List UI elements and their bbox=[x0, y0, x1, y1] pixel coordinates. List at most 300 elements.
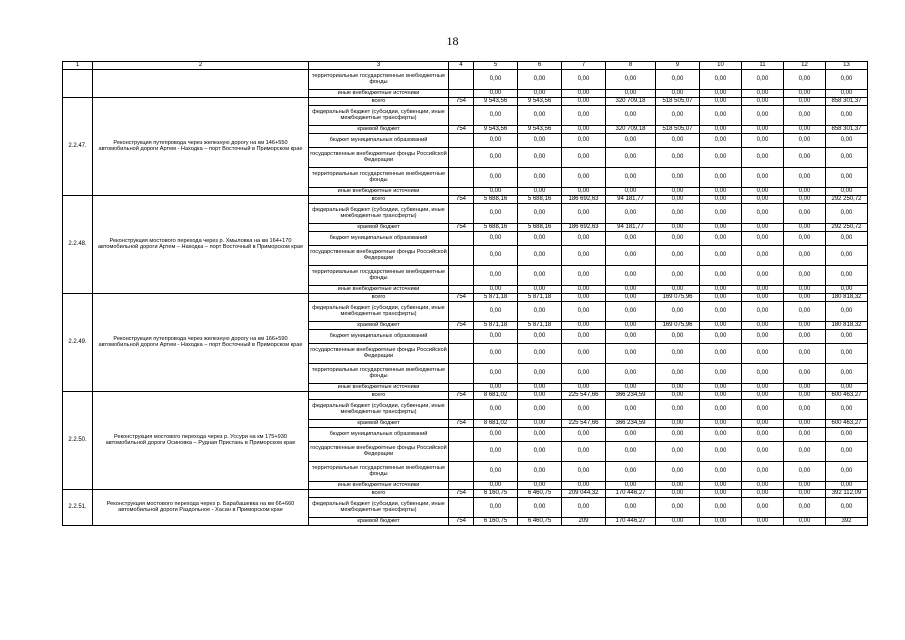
amount-cell: 0,00 bbox=[784, 343, 826, 363]
amount-cell: 0,00 bbox=[474, 497, 518, 517]
amount-cell: 366 234,59 bbox=[606, 391, 656, 399]
amount-cell: 0,00 bbox=[700, 133, 742, 147]
amount-cell: 0,00 bbox=[656, 391, 700, 399]
column-number: 12 bbox=[784, 62, 826, 70]
amount-cell: 0,00 bbox=[656, 105, 700, 125]
amount-cell: 0,00 bbox=[474, 89, 518, 97]
amount-cell: 0,00 bbox=[606, 293, 656, 301]
amount-cell: 0,00 bbox=[656, 481, 700, 489]
amount-cell: 0,00 bbox=[742, 321, 784, 329]
amount-cell: 0,00 bbox=[656, 195, 700, 203]
amount-cell: 292 250,72 bbox=[826, 195, 868, 203]
amount-cell: 209 044,32 bbox=[562, 489, 606, 497]
amount-cell: 0,00 bbox=[784, 147, 826, 167]
amount-cell: 0,00 bbox=[474, 265, 518, 285]
amount-cell: 0,00 bbox=[742, 223, 784, 231]
amount-cell: 0,00 bbox=[742, 497, 784, 517]
amount-cell: 0,00 bbox=[474, 245, 518, 265]
amount-cell: 0,00 bbox=[474, 187, 518, 195]
amount-cell: 0,00 bbox=[562, 343, 606, 363]
funding-source: государственные внебюджетные фонды Российской Федерации bbox=[309, 343, 449, 363]
amount-cell: 0,00 bbox=[562, 399, 606, 419]
funding-source: всего bbox=[309, 293, 449, 301]
funding-source: иные внебюджетные источники bbox=[309, 89, 449, 97]
amount-cell: 0,00 bbox=[474, 343, 518, 363]
amount-cell: 0,00 bbox=[784, 321, 826, 329]
amount-cell: 0,00 bbox=[700, 481, 742, 489]
amount-cell: 0,00 bbox=[826, 265, 868, 285]
amount-cell: 5 688,16 bbox=[518, 195, 562, 203]
amount-cell: 0,00 bbox=[826, 89, 868, 97]
kbk-code bbox=[449, 285, 474, 293]
kbk-code bbox=[449, 343, 474, 363]
amount-cell: 0,00 bbox=[562, 231, 606, 245]
amount-cell: 0,00 bbox=[826, 245, 868, 265]
amount-cell: 858 301,37 bbox=[826, 125, 868, 133]
amount-cell: 9 543,56 bbox=[518, 125, 562, 133]
amount-cell: 0,00 bbox=[700, 461, 742, 481]
amount-cell: 0,00 bbox=[606, 69, 656, 89]
column-number: 4 bbox=[449, 62, 474, 70]
item-name: Реконструкция мостового перехода через р. Хмыловка на км 164+170 автомобильной дороги Артем – Находка – порт Восточный в Приморском крае bbox=[93, 195, 309, 293]
amount-cell: 0,00 bbox=[606, 441, 656, 461]
amount-cell: 0,00 bbox=[784, 231, 826, 245]
amount-cell: 0,00 bbox=[656, 133, 700, 147]
amount-cell: 0,00 bbox=[700, 489, 742, 497]
column-number: 3 bbox=[309, 62, 449, 70]
amount-cell: 0,00 bbox=[742, 329, 784, 343]
funding-source: федеральный бюджет (субсидии, субвенции, иные межбюджетные трансферты) bbox=[309, 399, 449, 419]
kbk-code bbox=[449, 383, 474, 391]
amount-cell: 0,00 bbox=[518, 231, 562, 245]
amount-cell: 0,00 bbox=[518, 89, 562, 97]
amount-cell: 0,00 bbox=[826, 399, 868, 419]
amount-cell: 0,00 bbox=[700, 203, 742, 223]
amount-cell: 0,00 bbox=[784, 419, 826, 427]
item-name: Реконструкция мостового перехода через р. Барабашевка на км 66+660 автомобильной дороги Раздольное - Хасан в Приморском крае bbox=[93, 489, 309, 525]
amount-cell: 0,00 bbox=[784, 223, 826, 231]
amount-cell: 0,00 bbox=[656, 427, 700, 441]
kbk-code bbox=[449, 399, 474, 419]
amount-cell: 0,00 bbox=[656, 89, 700, 97]
amount-cell: 0,00 bbox=[826, 383, 868, 391]
amount-cell: 0,00 bbox=[606, 363, 656, 383]
amount-cell: 0,00 bbox=[700, 167, 742, 187]
amount-cell: 8 681,02 bbox=[474, 391, 518, 399]
kbk-code bbox=[449, 329, 474, 343]
amount-cell: 0,00 bbox=[826, 301, 868, 321]
amount-cell: 0,00 bbox=[518, 105, 562, 125]
amount-cell: 0,00 bbox=[742, 195, 784, 203]
amount-cell: 0,00 bbox=[656, 363, 700, 383]
funding-source: краевой бюджет bbox=[309, 223, 449, 231]
amount-cell: 0,00 bbox=[742, 391, 784, 399]
amount-cell: 0,00 bbox=[562, 285, 606, 293]
amount-cell: 0,00 bbox=[700, 321, 742, 329]
amount-cell: 0,00 bbox=[742, 441, 784, 461]
amount-cell: 0,00 bbox=[700, 245, 742, 265]
amount-cell: 0,00 bbox=[518, 203, 562, 223]
amount-cell: 0,00 bbox=[518, 383, 562, 391]
amount-cell: 0,00 bbox=[826, 69, 868, 89]
amount-cell: 0,00 bbox=[562, 89, 606, 97]
amount-cell: 0,00 bbox=[742, 231, 784, 245]
amount-cell: 0,00 bbox=[784, 497, 826, 517]
amount-cell: 0,00 bbox=[700, 329, 742, 343]
amount-cell: 0,00 bbox=[742, 399, 784, 419]
kbk-code: 754 bbox=[449, 391, 474, 399]
amount-cell: 0,00 bbox=[826, 329, 868, 343]
amount-cell: 0,00 bbox=[562, 363, 606, 383]
amount-cell: 5 688,16 bbox=[474, 195, 518, 203]
amount-cell: 0,00 bbox=[562, 265, 606, 285]
amount-cell: 0,00 bbox=[784, 489, 826, 497]
amount-cell: 0,00 bbox=[606, 399, 656, 419]
amount-cell: 5 871,18 bbox=[474, 321, 518, 329]
amount-cell: 9 543,56 bbox=[518, 97, 562, 105]
kbk-code bbox=[449, 105, 474, 125]
amount-cell: 8 681,02 bbox=[474, 419, 518, 427]
amount-cell: 0,00 bbox=[518, 301, 562, 321]
amount-cell: 0,00 bbox=[562, 125, 606, 133]
amount-cell: 0,00 bbox=[742, 343, 784, 363]
amount-cell: 0,00 bbox=[656, 203, 700, 223]
item-name bbox=[93, 69, 309, 97]
amount-cell: 0,00 bbox=[742, 383, 784, 391]
amount-cell: 0,00 bbox=[784, 265, 826, 285]
amount-cell: 0,00 bbox=[742, 133, 784, 147]
amount-cell: 0,00 bbox=[606, 231, 656, 245]
amount-cell: 0,00 bbox=[784, 517, 826, 525]
funding-source: краевой бюджет bbox=[309, 419, 449, 427]
amount-cell: 0,00 bbox=[826, 441, 868, 461]
amount-cell: 0,00 bbox=[518, 419, 562, 427]
amount-cell: 0,00 bbox=[518, 481, 562, 489]
amount-cell: 0,00 bbox=[700, 497, 742, 517]
amount-cell: 0,00 bbox=[826, 167, 868, 187]
amount-cell: 0,00 bbox=[656, 419, 700, 427]
amount-cell: 0,00 bbox=[474, 363, 518, 383]
kbk-code bbox=[449, 363, 474, 383]
amount-cell: 0,00 bbox=[474, 203, 518, 223]
item-name: Реконструкция путепровода через железную дорогу на км 146+550 автомобильной дороги Артем - Находка – порт Восточный в Приморском крае bbox=[93, 97, 309, 195]
column-number: 5 bbox=[474, 62, 518, 70]
table-body bbox=[63, 69, 868, 525]
column-number: 10 bbox=[700, 62, 742, 70]
amount-cell: 0,00 bbox=[656, 399, 700, 419]
amount-cell: 0,00 bbox=[700, 223, 742, 231]
amount-cell: 0,00 bbox=[474, 301, 518, 321]
kbk-code bbox=[449, 481, 474, 489]
funding-source: краевой бюджет bbox=[309, 125, 449, 133]
kbk-code bbox=[449, 497, 474, 517]
amount-cell: 0,00 bbox=[474, 69, 518, 89]
amount-cell: 0,00 bbox=[826, 147, 868, 167]
amount-cell: 0,00 bbox=[562, 293, 606, 301]
amount-cell: 0,00 bbox=[656, 489, 700, 497]
amount-cell: 0,00 bbox=[518, 399, 562, 419]
amount-cell: 5 688,16 bbox=[474, 223, 518, 231]
amount-cell: 0,00 bbox=[656, 329, 700, 343]
page-number: 18 bbox=[446, 34, 459, 48]
kbk-code: 754 bbox=[449, 125, 474, 133]
amount-cell: 518 505,07 bbox=[656, 125, 700, 133]
amount-cell: 0,00 bbox=[562, 105, 606, 125]
amount-cell: 0,00 bbox=[656, 461, 700, 481]
amount-cell: 0,00 bbox=[826, 187, 868, 195]
amount-cell: 0,00 bbox=[518, 441, 562, 461]
amount-cell: 0,00 bbox=[562, 167, 606, 187]
amount-cell: 0,00 bbox=[518, 285, 562, 293]
kbk-code bbox=[449, 133, 474, 147]
funding-source: краевой бюджет bbox=[309, 517, 449, 525]
amount-cell: 0,00 bbox=[784, 481, 826, 489]
item-code: 2.2.47. bbox=[63, 97, 93, 195]
table-row bbox=[63, 195, 868, 203]
amount-cell: 0,00 bbox=[784, 245, 826, 265]
amount-cell: 180 818,32 bbox=[826, 321, 868, 329]
amount-cell: 0,00 bbox=[784, 125, 826, 133]
amount-cell: 0,00 bbox=[656, 343, 700, 363]
item-name: Реконструкция путепровода через железную дорогу на км 166+590 автомобильной дороги Артем - Находка – порт Восточный в Приморском крае bbox=[93, 293, 309, 391]
kbk-code bbox=[449, 265, 474, 285]
amount-cell: 0,00 bbox=[742, 461, 784, 481]
amount-cell: 0,00 bbox=[826, 497, 868, 517]
amount-cell: 0,00 bbox=[518, 363, 562, 383]
amount-cell: 0,00 bbox=[784, 383, 826, 391]
amount-cell: 0,00 bbox=[700, 147, 742, 167]
funding-source: всего bbox=[309, 97, 449, 105]
amount-cell: 0,00 bbox=[784, 187, 826, 195]
table-row bbox=[63, 293, 868, 301]
column-number: 8 bbox=[606, 62, 656, 70]
item-code: 2.2.50. bbox=[63, 391, 93, 489]
table-row bbox=[63, 69, 868, 89]
amount-cell: 0,00 bbox=[700, 231, 742, 245]
kbk-code bbox=[449, 231, 474, 245]
amount-cell: 0,00 bbox=[742, 203, 784, 223]
amount-cell: 0,00 bbox=[700, 97, 742, 105]
kbk-code bbox=[449, 167, 474, 187]
amount-cell: 0,00 bbox=[656, 187, 700, 195]
column-number: 13 bbox=[826, 62, 868, 70]
amount-cell: 0,00 bbox=[742, 245, 784, 265]
amount-cell: 0,00 bbox=[606, 497, 656, 517]
table-row bbox=[63, 391, 868, 399]
amount-cell: 225 547,66 bbox=[562, 419, 606, 427]
amount-cell: 0,00 bbox=[474, 133, 518, 147]
item-code: 2.2.48. bbox=[63, 195, 93, 293]
amount-cell: 0,00 bbox=[742, 481, 784, 489]
funding-source: иные внебюджетные источники bbox=[309, 481, 449, 489]
amount-cell: 0,00 bbox=[742, 517, 784, 525]
amount-cell: 0,00 bbox=[742, 265, 784, 285]
amount-cell: 0,00 bbox=[784, 329, 826, 343]
amount-cell: 0,00 bbox=[562, 245, 606, 265]
amount-cell: 0,00 bbox=[742, 97, 784, 105]
amount-cell: 0,00 bbox=[826, 203, 868, 223]
amount-cell: 0,00 bbox=[742, 105, 784, 125]
kbk-code: 754 bbox=[449, 97, 474, 105]
amount-cell: 0,00 bbox=[656, 223, 700, 231]
kbk-code bbox=[449, 147, 474, 167]
amount-cell: 0,00 bbox=[606, 481, 656, 489]
amount-cell: 0,00 bbox=[474, 231, 518, 245]
amount-cell: 0,00 bbox=[606, 167, 656, 187]
amount-cell: 5 871,18 bbox=[518, 293, 562, 301]
funding-source: всего bbox=[309, 391, 449, 399]
amount-cell: 0,00 bbox=[742, 167, 784, 187]
amount-cell: 0,00 bbox=[606, 301, 656, 321]
amount-cell: 600 463,27 bbox=[826, 419, 868, 427]
table-row bbox=[63, 489, 868, 497]
amount-cell: 0,00 bbox=[784, 89, 826, 97]
amount-cell: 0,00 bbox=[784, 363, 826, 383]
funding-source: государственные внебюджетные фонды Российской Федерации bbox=[309, 441, 449, 461]
amount-cell: 0,00 bbox=[474, 105, 518, 125]
amount-cell: 0,00 bbox=[784, 399, 826, 419]
amount-cell: 0,00 bbox=[742, 69, 784, 89]
funding-source: иные внебюджетные источники bbox=[309, 187, 449, 195]
amount-cell: 0,00 bbox=[784, 301, 826, 321]
amount-cell: 0,00 bbox=[784, 105, 826, 125]
funding-source: территориальные государственные внебюджетные фонды bbox=[309, 461, 449, 481]
amount-cell: 0,00 bbox=[700, 383, 742, 391]
amount-cell: 0,00 bbox=[784, 285, 826, 293]
amount-cell: 320 709,18 bbox=[606, 125, 656, 133]
amount-cell: 0,00 bbox=[656, 285, 700, 293]
amount-cell: 0,00 bbox=[742, 489, 784, 497]
funding-source: бюджет муниципальных образований bbox=[309, 427, 449, 441]
amount-cell: 0,00 bbox=[826, 461, 868, 481]
funding-source: краевой бюджет bbox=[309, 321, 449, 329]
amount-cell: 0,00 bbox=[700, 265, 742, 285]
amount-cell: 0,00 bbox=[826, 363, 868, 383]
amount-cell: 0,00 bbox=[700, 399, 742, 419]
amount-cell: 5 871,18 bbox=[518, 321, 562, 329]
kbk-code bbox=[449, 89, 474, 97]
amount-cell: 0,00 bbox=[474, 329, 518, 343]
amount-cell: 292 250,72 bbox=[826, 223, 868, 231]
amount-cell: 0,00 bbox=[656, 441, 700, 461]
amount-cell: 0,00 bbox=[784, 69, 826, 89]
amount-cell: 6 460,75 bbox=[518, 517, 562, 525]
amount-cell: 170 446,27 bbox=[606, 517, 656, 525]
amount-cell: 0,00 bbox=[562, 187, 606, 195]
column-number: 11 bbox=[742, 62, 784, 70]
amount-cell: 0,00 bbox=[700, 363, 742, 383]
table-row bbox=[63, 97, 868, 105]
amount-cell: 0,00 bbox=[784, 167, 826, 187]
column-number: 2 bbox=[93, 62, 309, 70]
amount-cell: 0,00 bbox=[700, 391, 742, 399]
funding-source: федеральный бюджет (субсидии, субвенции, иные межбюджетные трансферты) bbox=[309, 105, 449, 125]
funding-source: бюджет муниципальных образований bbox=[309, 133, 449, 147]
amount-cell: 0,00 bbox=[784, 97, 826, 105]
amount-cell: 0,00 bbox=[700, 427, 742, 441]
amount-cell: 0,00 bbox=[474, 427, 518, 441]
amount-cell: 0,00 bbox=[700, 419, 742, 427]
amount-cell: 0,00 bbox=[784, 195, 826, 203]
amount-cell: 169 075,96 bbox=[656, 321, 700, 329]
funding-source: иные внебюджетные источники bbox=[309, 285, 449, 293]
amount-cell: 0,00 bbox=[518, 497, 562, 517]
column-number: 1 bbox=[63, 62, 93, 70]
kbk-code bbox=[449, 441, 474, 461]
kbk-code bbox=[449, 69, 474, 89]
amount-cell: 0,00 bbox=[562, 461, 606, 481]
amount-cell: 225 547,66 bbox=[562, 391, 606, 399]
amount-cell: 0,00 bbox=[518, 245, 562, 265]
amount-cell: 0,00 bbox=[784, 441, 826, 461]
funding-source: всего bbox=[309, 195, 449, 203]
amount-cell: 0,00 bbox=[606, 133, 656, 147]
amount-cell: 0,00 bbox=[656, 231, 700, 245]
amount-cell: 0,00 bbox=[474, 399, 518, 419]
amount-cell: 0,00 bbox=[562, 383, 606, 391]
amount-cell: 0,00 bbox=[562, 427, 606, 441]
amount-cell: 0,00 bbox=[826, 427, 868, 441]
funding-source: территориальные государственные внебюджетные фонды bbox=[309, 69, 449, 89]
amount-cell: 600 463,27 bbox=[826, 391, 868, 399]
amount-cell: 0,00 bbox=[700, 125, 742, 133]
amount-cell: 0,00 bbox=[742, 419, 784, 427]
amount-cell: 5 688,16 bbox=[518, 223, 562, 231]
kbk-code bbox=[449, 187, 474, 195]
amount-cell: 0,00 bbox=[562, 203, 606, 223]
amount-cell: 0,00 bbox=[606, 343, 656, 363]
amount-cell: 0,00 bbox=[742, 427, 784, 441]
funding-source: государственные внебюджетные фонды Российской Федерации bbox=[309, 147, 449, 167]
amount-cell: 0,00 bbox=[606, 285, 656, 293]
amount-cell: 186 692,63 bbox=[562, 195, 606, 203]
kbk-code: 754 bbox=[449, 419, 474, 427]
amount-cell: 0,00 bbox=[826, 133, 868, 147]
amount-cell: 0,00 bbox=[606, 383, 656, 391]
amount-cell: 0,00 bbox=[518, 343, 562, 363]
amount-cell: 0,00 bbox=[518, 265, 562, 285]
amount-cell: 0,00 bbox=[562, 481, 606, 489]
amount-cell: 392 112,09 bbox=[826, 489, 868, 497]
amount-cell: 6 160,75 bbox=[474, 517, 518, 525]
amount-cell: 0,00 bbox=[700, 517, 742, 525]
kbk-code: 754 bbox=[449, 489, 474, 497]
amount-cell: 9 543,56 bbox=[474, 97, 518, 105]
amount-cell: 0,00 bbox=[474, 285, 518, 293]
amount-cell: 0,00 bbox=[562, 441, 606, 461]
amount-cell: 0,00 bbox=[742, 285, 784, 293]
amount-cell: 0,00 bbox=[606, 203, 656, 223]
amount-cell: 6 460,75 bbox=[518, 489, 562, 497]
funding-source: государственные внебюджетные фонды Российской Федерации bbox=[309, 245, 449, 265]
kbk-code: 754 bbox=[449, 195, 474, 203]
amount-cell: 9 543,56 bbox=[474, 125, 518, 133]
amount-cell: 0,00 bbox=[700, 195, 742, 203]
amount-cell: 0,00 bbox=[742, 293, 784, 301]
column-number: 7 bbox=[562, 62, 606, 70]
funding-source: иные внебюджетные источники bbox=[309, 383, 449, 391]
amount-cell: 0,00 bbox=[562, 69, 606, 89]
amount-cell: 0,00 bbox=[474, 167, 518, 187]
amount-cell: 0,00 bbox=[606, 427, 656, 441]
amount-cell: 366 234,59 bbox=[606, 419, 656, 427]
amount-cell: 0,00 bbox=[700, 105, 742, 125]
funding-source: территориальные государственные внебюджетные фонды bbox=[309, 265, 449, 285]
table-header bbox=[63, 62, 868, 70]
amount-cell: 0,00 bbox=[656, 497, 700, 517]
amount-cell: 180 818,32 bbox=[826, 293, 868, 301]
amount-cell: 0,00 bbox=[784, 133, 826, 147]
